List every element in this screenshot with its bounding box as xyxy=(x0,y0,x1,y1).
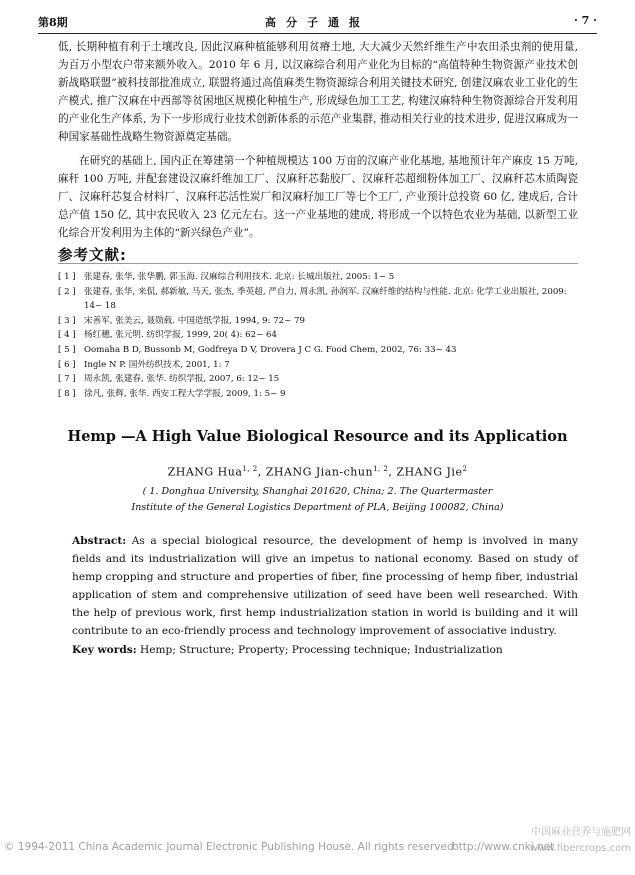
watermark-line: www.fibercrops.com xyxy=(529,843,631,854)
references-divider xyxy=(58,263,578,264)
issue-label: 第8期 xyxy=(38,16,68,29)
reference-item xyxy=(58,328,578,343)
page-number: · 7 · xyxy=(574,14,597,27)
author-line: ZHANG Hua$^{1, 2}$, ZHANG Jian-chun$^{1, 2}$, ZHANG Jie$^2$ xyxy=(167,465,468,479)
references-heading: 参考文献: xyxy=(58,248,127,264)
keywords-text: Hemp; Structure; Property; Processing technique; Industrialization xyxy=(139,644,503,656)
reference-item xyxy=(58,314,578,329)
copyright-text: © 1994-2011 China Academic Journal Electronic Publishing House. All rights reserved. xyxy=(4,841,457,853)
reference-text: 宋善军, 张美云, 聂勋载. 中国造纸学报, 1994, 9: 72~ 79 xyxy=(84,315,305,326)
reference-item xyxy=(58,358,578,373)
reference-text: Ingle N P. 国外纺织技术, 2001, 1: 7 xyxy=(84,359,230,370)
reference-number: [ 4 ] xyxy=(58,330,76,341)
reference-item xyxy=(58,270,578,285)
reference-text: 张建春, 张华, 来侃, 郝新敏, 马天, 张杰, 季英超, 严自力, 周永凯, 孙润军. 汉麻纤维的结构与性能. 北京: 化学工业出版社, 2009: 14~ 18 xyxy=(84,286,567,312)
header-divider xyxy=(38,33,597,34)
affiliations xyxy=(0,484,635,516)
reference-item xyxy=(58,343,578,358)
abstract-text: As a special biological resource, the development of hemp is involved in many fields and its industrialization will give an impetus to national economy. Based on study of hemp cropping and structure and properties of fiber, fine processing of hemp fiber, industrial application of stem and comprehensive utilization of seed have been well researched. With the help of previous work, first hemp industrialization station in world is building and it will contribute to an eco-friendly process and technology improvement of associative industry. xyxy=(72,535,578,637)
reference-item xyxy=(58,372,578,387)
affiliation-line: Institute of the General Logistics Department of PLA, Beijing 100082, China) xyxy=(131,502,504,513)
reference-text: Oomaha B D, Bussonb M, Godfreya D V, Drovera J C G. Food Chem, 2002, 76: 33~ 43 xyxy=(84,344,457,355)
author-affiliation-mark: 1, 2 xyxy=(373,465,389,473)
reference-text: 徐凡, 张辉, 张华. 西安工程大学学报, 2009, 1: 5~ 9 xyxy=(84,388,286,399)
reference-text: 杨红穗, 张元明. 纺织学报, 1999, 20( 4): 62~ 64 xyxy=(84,330,277,341)
author-name: ZHANG Hua xyxy=(167,465,243,479)
reference-number: [ 3 ] xyxy=(58,315,76,326)
reference-text: 张建春, 张华, 张华鹏, 郭玉海. 汉麻综合利用技术. 北京: 长城出版社, 2005: 1~ 5 xyxy=(84,272,395,282)
english-title: Hemp —A High Value Biological Resource and its Application xyxy=(67,428,568,445)
keywords-label: Key words: xyxy=(72,644,137,656)
reference-number: [ 1 ] xyxy=(58,272,76,282)
body-paragraph-2: 在研究的基础上, 国内正在筹建第一个种植规模达 100 万亩的汉麻产业化基地, 基地预计年产麻皮 15 万吨, 麻秆 100 万吨, 并配套建设汉麻纤维加工厂、汉麻秆芯黏胶厂、汉麻秆芯超细粉体加工厂、汉麻秆芯木质陶瓷厂、汉麻秆芯复合材料厂、汉麻秆芯活性炭厂和汉麻籽加工厂等七个工厂, 产业预计总投资 60 亿, 建成后, 合计总产值 150 亿, 其中农民收入 23 亿元左右。这一产业基地的建成, 将形成一个以特色农业为基础, 以新型工业化综合开发利用为主体的“新兴绿色产业”。 xyxy=(58,155,578,239)
author-affiliation-mark: 1, 2 xyxy=(242,465,258,473)
reference-number: [ 7 ] xyxy=(58,374,76,385)
affiliation-line: ( 1. Donghua University, Shanghai 201620, China; 2. The Quartermaster xyxy=(142,486,493,497)
reference-number: [ 8 ] xyxy=(58,388,76,399)
abstract-label: Abstract: xyxy=(72,535,127,547)
cnki-link[interactable]: http://www.cnki.net xyxy=(452,841,555,853)
abstract xyxy=(72,532,578,640)
running-header xyxy=(38,12,597,30)
reference-number: [ 2 ] xyxy=(58,286,76,297)
body-paragraph-1: 低, 长期种植有利于土壤改良, 因此汉麻种植能够利用贫瘠土地, 大大减少天然纤维生产中农田杀虫剂的使用量, 为百万小型农户带来额外收入。2010 年 6 月, 以汉麻综合利用产业化为目标的“高值特种生物资源产业技术创新战略联盟”被科技部批准成立, 联盟将通过高值麻类生物资源综合利用关键技术研究, 创建汉麻农业工业化的生产模式, 推广汉麻在中西部等贫困地区规模化种植生产, 形成绿色加工工艺, 构建汉麻特种生物资源综合开发利用的产业化生产体系, 为下一步形成行业技术创新体系的示范产业集群, 推动相关行业的技术进步, 促进汉麻成为一种国家基础性战略生物资源奠定基础。 xyxy=(58,41,578,143)
reference-text: 周永凯, 张建春, 张华. 纺织学报, 2007, 6: 12~ 15 xyxy=(84,374,280,385)
reference-item xyxy=(58,285,578,314)
copyright-footer xyxy=(0,841,635,859)
references-list xyxy=(58,270,578,401)
keywords xyxy=(72,641,578,659)
author-name: ZHANG Jie xyxy=(396,465,463,479)
journal-name: 高分子通报 xyxy=(265,16,370,29)
watermark-line: 中国麻业营养与施肥网 xyxy=(531,827,631,838)
reference-number: [ 5 ] xyxy=(58,344,76,355)
author-affiliation-mark: 2 xyxy=(462,465,468,473)
reference-number: [ 6 ] xyxy=(58,359,76,370)
author-name: ZHANG Jian-chun xyxy=(265,465,374,479)
reference-item xyxy=(58,387,578,402)
